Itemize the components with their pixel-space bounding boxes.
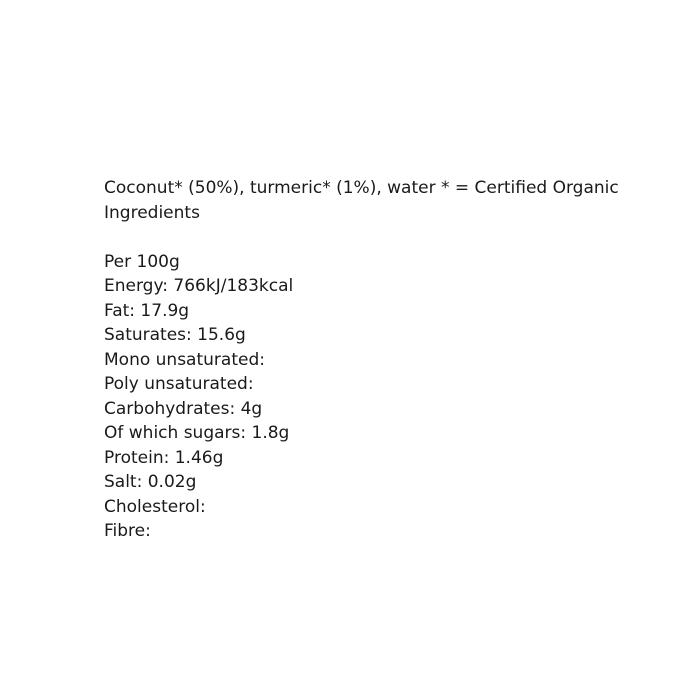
nutrition-sugars: Of which sugars: 1.8g	[104, 423, 290, 443]
nutrition-saturates: Saturates: 15.6g	[104, 325, 246, 345]
spacer	[104, 225, 664, 250]
nutrition-protein: Protein: 1.46g	[104, 447, 224, 468]
nutrition-salt: Salt: 0.02g	[104, 472, 197, 492]
nutrition-cholesterol: Cholesterol:	[104, 496, 206, 517]
nutrition-fibre: Fibre:	[104, 521, 151, 541]
nutrition-fat: Fat: 17.9g	[104, 300, 190, 321]
nutrition-info	[104, 250, 664, 544]
nutrition-carbohydrates: Carbohydrates: 4g	[104, 398, 263, 419]
nutrition-heading: Per 100g	[104, 251, 180, 272]
nutrition-mono-unsaturated: Mono unsaturated:	[104, 349, 265, 370]
product-info	[104, 176, 664, 544]
nutrition-energy: Energy: 766kJ/183kcal	[104, 276, 294, 296]
ingredients-text: Coconut* (50%), turmeric* (1%), water * = Certified Organic Ingredients	[104, 178, 619, 223]
nutrition-poly-unsaturated: Poly unsaturated:	[104, 374, 254, 394]
